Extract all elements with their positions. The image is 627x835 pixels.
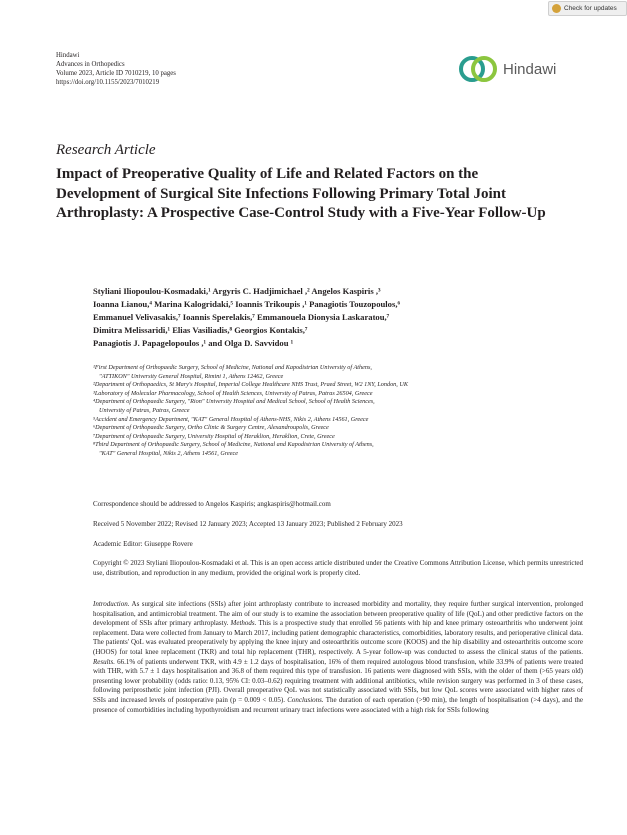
affiliation: ²Department of Orthopaedics, St Mary's Hospital, Imperial College Healthcare NHS Trust, Praed Street, W2 1NY, London, UK [93, 381, 408, 389]
author-line: Styliani Iliopoulou-Kosmadaki,¹ Argyris C. Hadjimichael ,² Angelos Kaspiris ,³ [93, 286, 381, 296]
article-title: Impact of Preoperative Quality of Life and Related Factors on the Development of Surgical Site Infections Following Primary Total Joint Arthroplasty: A Prospective Case-Control Study with a Five-Year Follow-Up [56, 166, 546, 221]
abstract-intro: As surgical site infections (SSIs) after joint arthroplasty contribute to increased morbidity and mortality, they require further surgical intervention, prolonged hospitalisation, and antimicrobial treatment. The aim of our study is to examine the association between preoperative quality of life (QoL) and other predictive factors on the development of SSIs after primary arthroplasty. [93, 600, 583, 628]
abstract-conclusions: The duration of each operation (>90 min), the length of hospitalisation (>4 days), and the presence of comorbidities including hypothyroidism and recurrent urinary tract infections were associated with a high risk for SSIs following [93, 695, 583, 714]
author-line: Panagiotis J. Papagelopoulos ,¹ and Olga D. Savvidou ¹ [93, 338, 294, 348]
abstract-results: 66.1% of patients underwent TKR, with 4.9 ± 1.2 days of hospitalisation, 16% of them required autologous blood transfusion, while 33.9% of patients were treated with THR, with 5.7 ± 1 days hospitalisation and 36.8 of them required this type of transfusion. 16 patients were diagnosed with SSIs, with the older of them (>65 years old) presenting lower probability (odds ratio: 0.13, 95% CI: 0.03–0.62) requiring treatment with additional antibiotics, while revision surgery was performed in 3 of these cases, following periprosthetic joint infection (PJI). Overall preoperative QoL was not statistically associated with SSIs, but low QoL scores were associated with higher rates of SSIs and increased levels of postoperative pain (p = 0.009 < 0.05). [93, 657, 583, 704]
abstract-results-label: Results. [93, 657, 115, 666]
hindawi-logo [458, 54, 556, 84]
hindawi-logo-icon [458, 54, 498, 84]
copyright: Copyright © 2023 Styliani Iliopoulou-Kosmadaki et al. This is an open access article distributed under the Creative Commons Attribution License, which permits unrestricted use, distribution, and reproduction in any medium, provided the original work is properly cited. [93, 559, 583, 577]
affiliation: ⁴Department of Orthopaedic Surgery, "Rion" University Hospital and Medical School, School of Health Sciences, [93, 398, 375, 406]
authors [93, 285, 563, 350]
affiliation: ⁸Third Department of Orthopaedic Surgery, School of Medicine, National and Kapodistrian University of Athens, [93, 441, 374, 449]
volume: Volume 2023, Article ID 7010219, 10 pages [56, 70, 176, 77]
publisher: Hindawi [56, 52, 80, 59]
affiliations [93, 364, 578, 459]
check-for-updates-button[interactable] [548, 1, 627, 16]
doi-link[interactable]: https://doi.org/10.1155/2023/7010219 [56, 79, 160, 86]
article-type: Research Article [56, 142, 156, 158]
affiliation: "ATTIKON" University General Hospital, Rimini 1, Athens 12462, Greece [99, 372, 284, 380]
refresh-icon [552, 4, 561, 13]
logo-text: Hindawi [503, 60, 557, 78]
author-line: Dimitra Melissaridi,¹ Elias Vasiliadis,⁸ Georgios Kontakis,⁷ [93, 325, 308, 335]
affiliation: ¹First Department of Orthopaedic Surgery, School of Medicine, National and Kapodistrian University of Athens, [93, 364, 372, 371]
check-updates-label: Check for updates [564, 5, 617, 12]
correspondence: Correspondence should be addressed to Angelos Kaspiris; angkaspiris@hotmail.com [93, 500, 331, 508]
affiliation: ⁵Accident and Emergency Department, "KAT" General Hospital of Athens-NHS, Nikis 2, Athens 14561, Greece [93, 415, 369, 423]
abstract-methods-label: Methods. [228, 619, 257, 628]
affiliation: University of Patras, Patras, Greece [99, 406, 190, 414]
affiliation: "KAT" General Hospital, Nikis 2, Athens 14561, Greece [99, 449, 239, 457]
journal-meta [56, 51, 176, 87]
publication-dates: Received 5 November 2022; Revised 12 January 2023; Accepted 13 January 2023; Published 2 February 2023 [93, 520, 403, 528]
academic-editor: Academic Editor: Giuseppe Rovere [93, 540, 193, 548]
abstract [93, 600, 583, 715]
affiliation: ⁷Department of Orthopaedic Surgery, University Hospital of Heraklion, Heraklion, Crete, Greece [93, 432, 335, 440]
abstract-conclusions-label: Conclusions. [284, 695, 324, 704]
affiliation: ⁶Department of Orthopaedic Surgery, Ortho Clinic & Surgery Centre, Alexandroupolis, Greece [93, 424, 329, 432]
journal-name: Advances in Orthopedics [56, 61, 125, 68]
author-line: Emmanuel Velivasakis,⁷ Ioannis Sperelakis,⁷ Emmanouela Dionysia Laskaratou,⁷ [93, 312, 390, 322]
affiliation: ³Laboratory of Molecular Pharmacology, School of Health Sciences, University of Patras, Patras 26504, Greece [93, 389, 373, 397]
abstract-methods: This is a prospective study that enrolled 56 patients with hip and knee primary osteoarthritis who underwent joint replacement. Data were collected from January to March 2017, including patient demographic characteristics, comorbidities, laboratory results, and perioperative clinical data. The patients' QoL was evaluated preoperatively by applying the knee injury and osteoarthritis outcome score (KOOS) and the hip disability and osteoarthritis outcome score (HOOS) for total knee replacement (TKR) and total hip replacement (THR), respectively. A 5-year follow-up was conducted to assess the clinical status of the patients. [93, 619, 584, 656]
author-line: Ioanna Lianou,⁴ Marina Kalogridaki,⁵ Ioannis Trikoupis ,¹ Panagiotis Touzopoulos,⁶ [93, 299, 401, 309]
abstract-intro-label: Introduction. [93, 600, 130, 608]
